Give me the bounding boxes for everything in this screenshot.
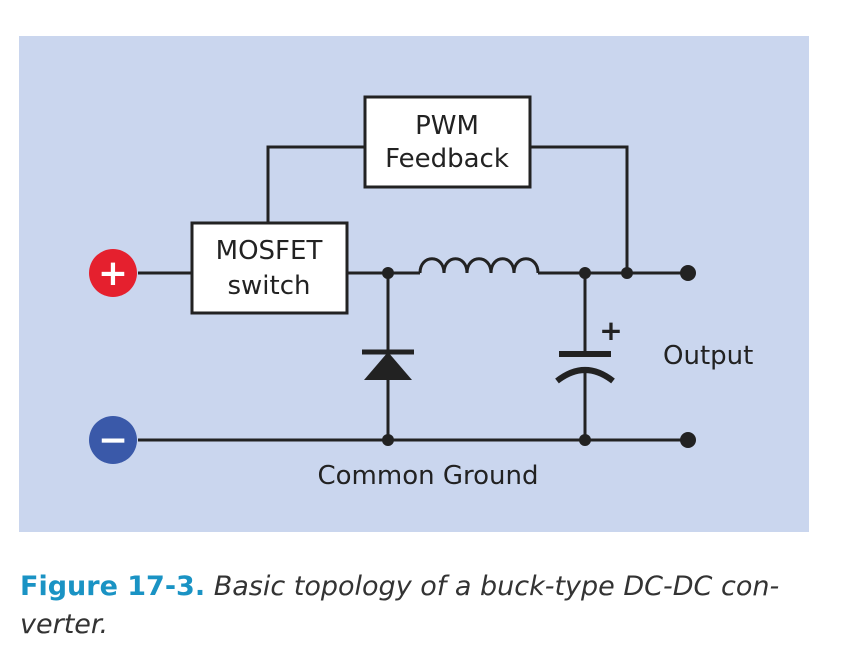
output-terminal-positive [680,265,696,281]
junction-dot-capacitor-top [579,267,591,279]
figure-caption [20,568,820,644]
figure-description: Basic topology of a buck-type DC-DC con- verter. [20,571,780,640]
common-ground-label: Common Ground [317,461,539,491]
junction-dot-capacitor-ground [579,434,591,446]
feedback-label: Feedback [385,144,509,174]
figure-number: Figure 17-3. [20,571,206,602]
mosfet-label: MOSFET [215,236,323,266]
negative-terminal-symbol: − [97,420,129,461]
output-terminal-negative [680,432,696,448]
junction-dot-feedback [621,267,633,279]
positive-terminal-symbol: + [97,253,129,294]
pwm-label: PWM [415,111,479,141]
switch-label: switch [227,271,311,301]
junction-dot-diode-ground [382,434,394,446]
output-label: Output [663,341,754,371]
capacitor-polarity-label: + [599,314,623,347]
junction-dot-switch-node [382,267,394,279]
